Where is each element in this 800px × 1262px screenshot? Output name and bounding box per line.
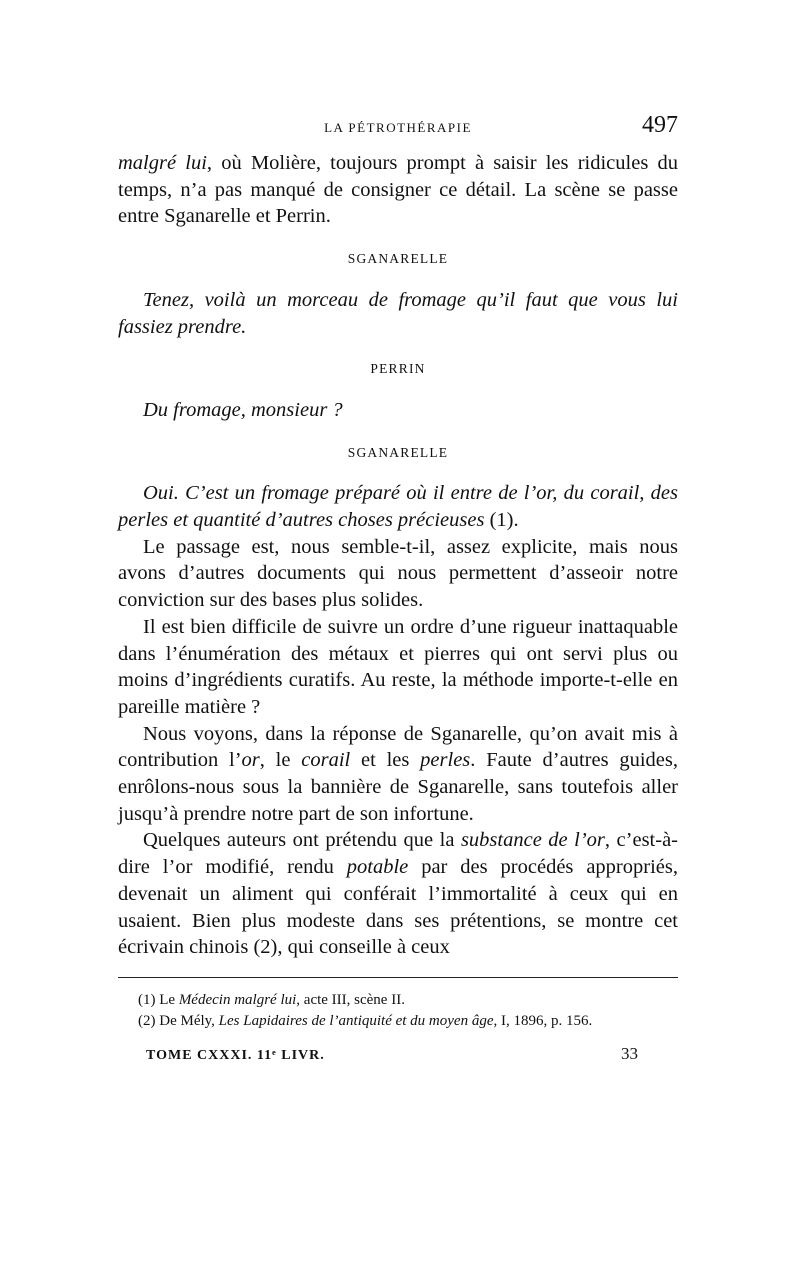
paragraph-4-text-2: , le — [259, 749, 302, 772]
footnotes — [118, 990, 678, 1032]
page-number: 497 — [642, 112, 678, 138]
term-perles: perles — [420, 749, 471, 772]
footnote-1-title: Médecin malgré lui — [178, 991, 297, 1008]
paragraph-5-text-2: , c’est-à-dire l’or modifié, rendu — [118, 829, 679, 879]
paragraph-1-text: , où Molière, toujours prompt à saisir les ridicules du temps, n’a pas manqué de consigner ce détail. La scène se passe entre Sganarelle et Perrin. — [118, 152, 678, 228]
play-title: malgré lui — [118, 152, 207, 174]
running-title: LA PÉTROTHÉRAPIE — [324, 120, 472, 135]
paragraph-5-text-3: par des procédés appropriés, devenait un aliment qui conférait l’immortalité à ceux qui en usaient. Bien plus modeste dans ses prétentions, se montre cet écrivain chinois (2), qui conseille à ceux — [118, 856, 678, 959]
footnote-1-number: (1) Le — [138, 991, 179, 1008]
footnote-1-detail: , acte III, scène II. — [296, 991, 405, 1008]
paragraph-1 — [118, 150, 678, 230]
term-substance-de-l-or: substance de l’or — [460, 829, 605, 852]
footnote-2-title: Les Lapidaires de l’antiquité et du moyen âge — [218, 1012, 494, 1029]
paragraph-4-text-3: et les — [350, 749, 421, 772]
footnote-2-detail: , I, 1896, p. 156. — [493, 1012, 593, 1029]
speaker-sganarelle-1: SGANARELLE — [347, 251, 449, 267]
footnote-2 — [118, 1011, 678, 1032]
paragraph-4-text-4: . Faute d’autres guides, enrôlons-nous sous la bannière de Sganarelle, sans toutefois aller jusqu’à prendre notre part de son infortune. — [118, 749, 678, 825]
footnote-2-author: (2) De Mély, — [138, 1012, 219, 1029]
term-or: or — [241, 749, 260, 772]
paragraph-4 — [118, 721, 678, 828]
speaker-sganarelle-2: SGANARELLE — [347, 444, 449, 460]
paragraph-4-text-1: Nous voyons, dans la réponse de Sganarelle, qu’on avait mis à contribution l’ — [118, 722, 678, 772]
term-corail: corail — [301, 749, 351, 772]
volume-signature: TOME CXXXI. 11ᵉ LIVR. — [146, 1047, 325, 1063]
footnote-divider — [118, 977, 678, 978]
speech-sganarelle-2 — [118, 480, 678, 533]
speech-perrin: Du fromage, monsieur ? — [143, 398, 343, 421]
paragraph-5 — [118, 827, 678, 961]
footnote-ref-1: (1). — [489, 509, 519, 532]
sheet-number: 33 — [621, 1043, 638, 1063]
page-footer — [118, 1044, 678, 1068]
footnote-1 — [118, 990, 678, 1011]
speech-sganarelle-1: Tenez, voilà un morceau de fromage qu’il faut que vous lui fassiez prendre. — [118, 288, 678, 338]
speech-text: Oui. C’est un fromage préparé où il entre de l’or, du corail, des perles et quantité d’autres choses précieuses — [118, 482, 678, 532]
body-text — [118, 150, 678, 961]
speaker-perrin: PERRIN — [370, 361, 426, 377]
term-potable: potable — [346, 856, 409, 879]
paragraph-3: Il est bien difficile de suivre un ordre d’une rigueur inattaquable dans l’énumération des métaux et pierres qui ont servi plus ou moins d’ingrédients curatifs. Au reste, la méthode importe-t-elle en pareille matière ? — [118, 615, 678, 718]
page — [118, 112, 678, 1068]
paragraph-2: Le passage est, nous semble-t-il, assez explicite, mais nous avons d’autres documents qui nous permettent d’asseoir notre conviction sur des bases plus solides. — [118, 535, 678, 612]
paragraph-5-text-1: Quelques auteurs ont prétendu que la — [143, 829, 461, 852]
page-header — [118, 112, 678, 150]
